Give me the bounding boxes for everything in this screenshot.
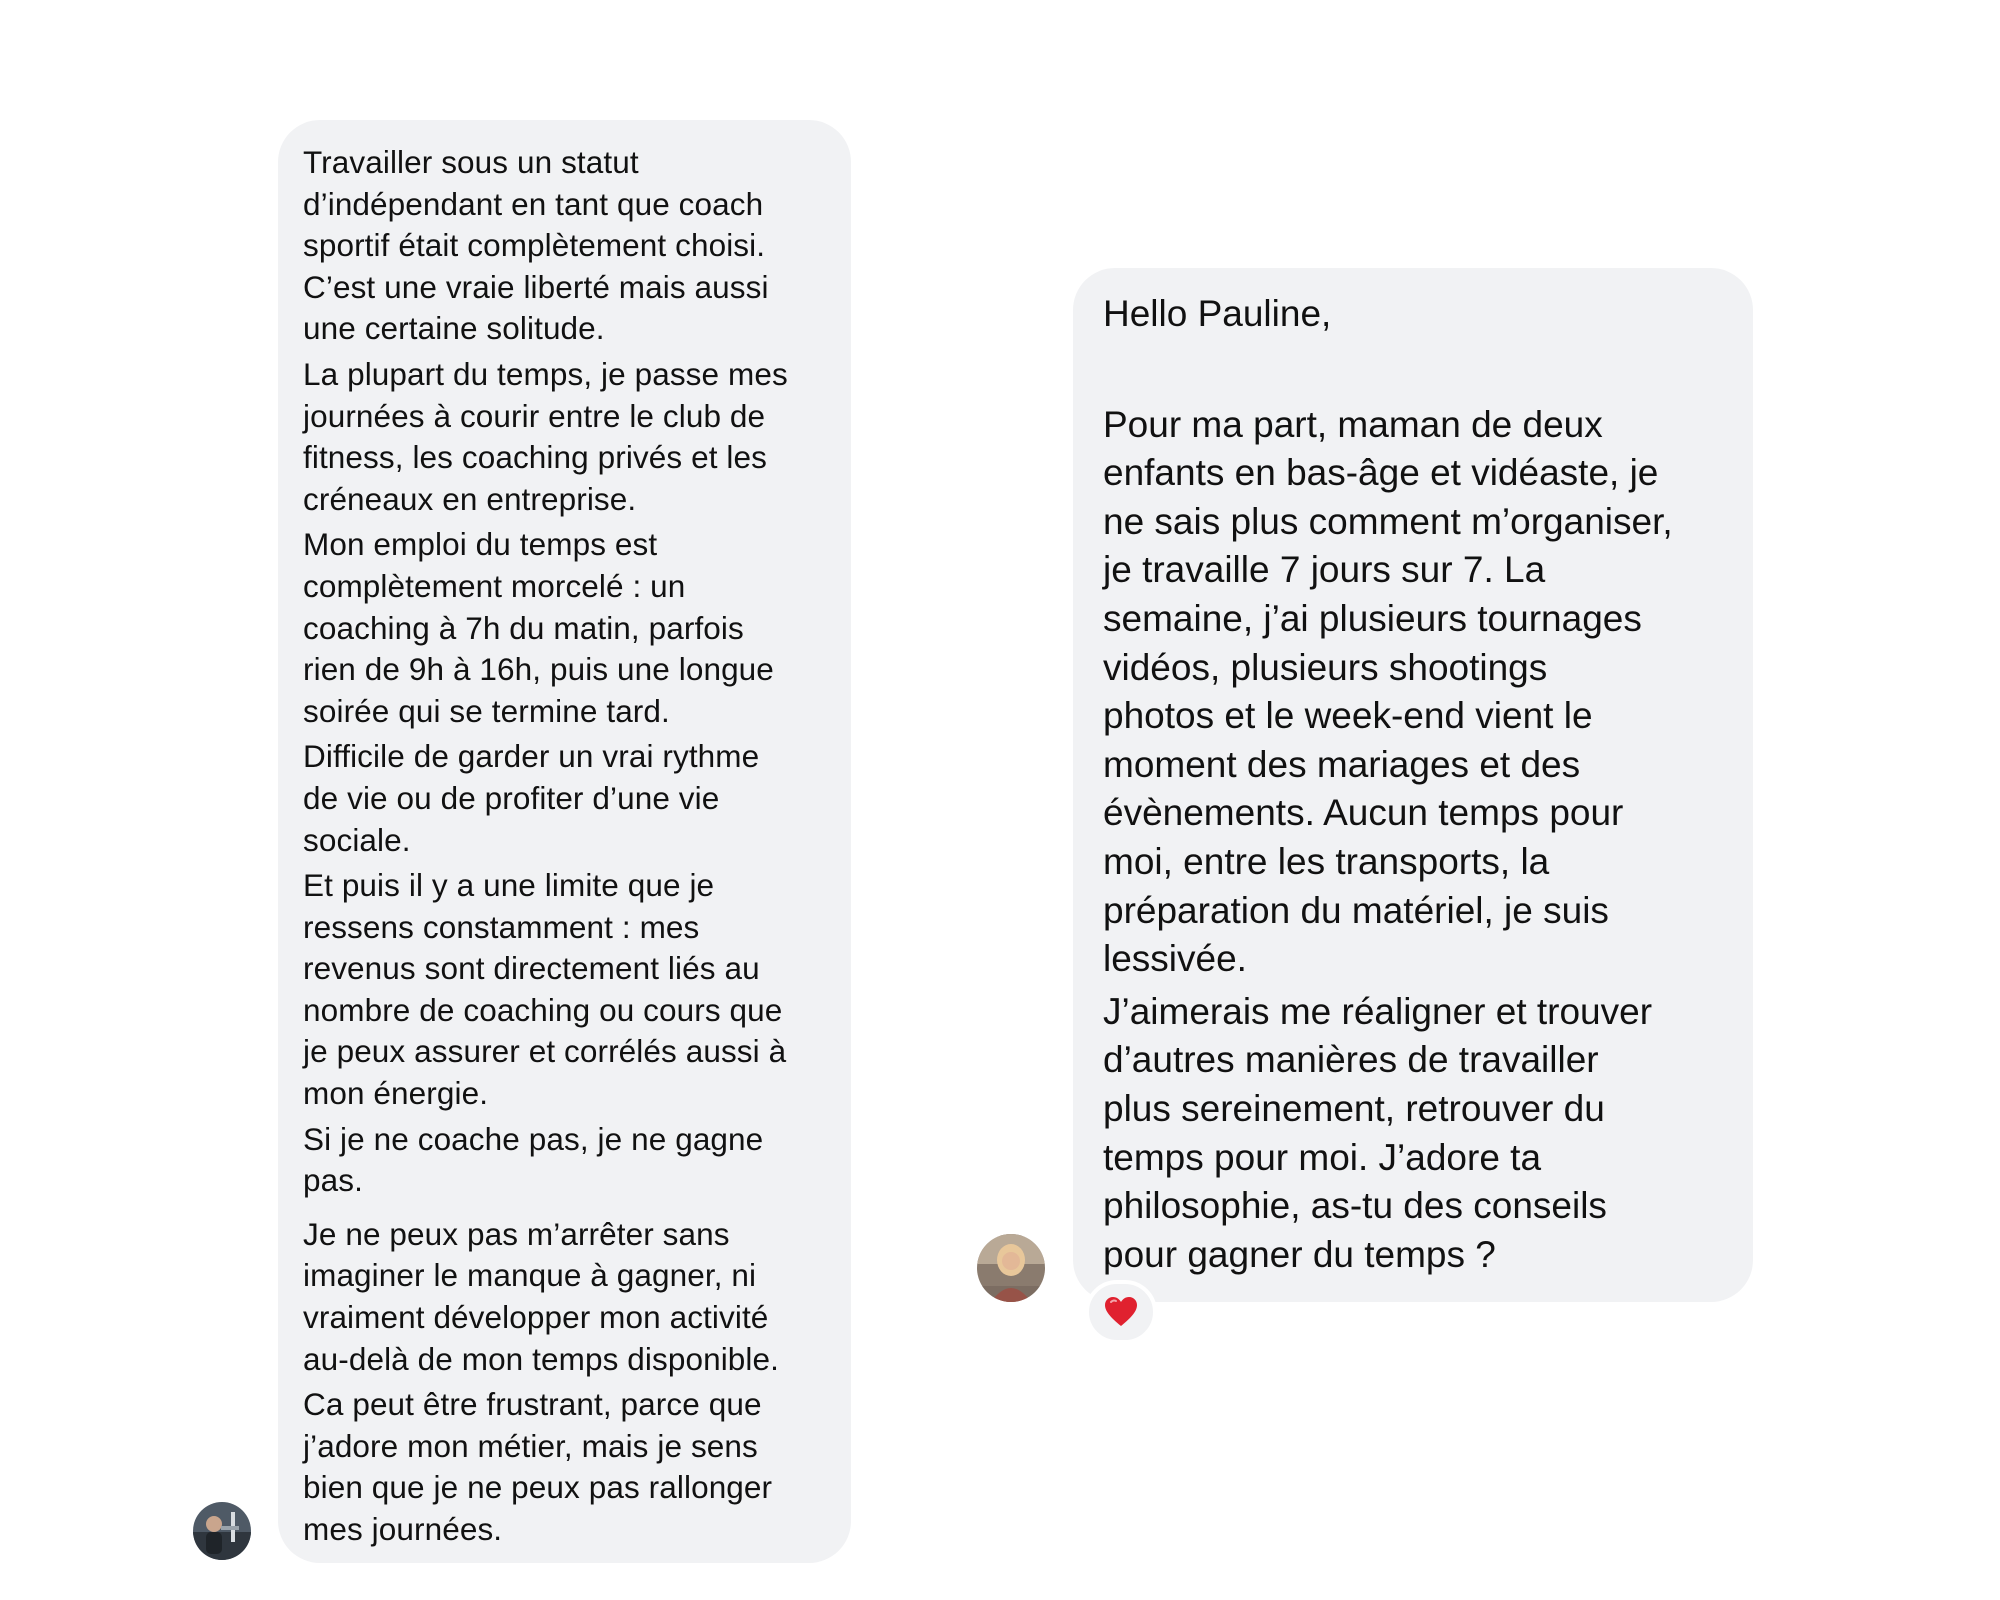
sender-avatar-left[interactable] [193,1502,251,1560]
message-paragraph: La plupart du temps, je passe mes journées à courir entre le club de fitness, les coaching privés et les créneaux en entreprise. [303,355,788,517]
reaction-badge[interactable] [1085,1280,1157,1344]
avatar-photo-icon [977,1234,1045,1302]
message-bubble-right[interactable] [1073,268,1753,1302]
message-bubble-left[interactable] [278,120,851,1563]
message-paragraph: J’aimerais me réaligner et trouver d’autres manières de travailler plus sereinement, retrouver du temps pour moi. J’adore ta philosophie, as-tu des conseils pour gagner du temps ? [1103,990,1653,1275]
heart-icon [1104,1296,1138,1328]
message-paragraph: Si je ne coache pas, je ne gagne pas. [303,1120,764,1199]
message-paragraph: Difficile de garder un vrai rythme de vie ou de profiter d’une vie sociale. [303,738,760,858]
message-greeting: Hello Pauline, [1103,293,1332,334]
sender-avatar-right[interactable] [977,1234,1045,1302]
message-paragraph: Je ne peux pas m’arrêter sans imaginer le manque à gagner, ni vraiment développer mon activité au-delà de mon temps disponible. [303,1215,779,1377]
message-paragraph: Et puis il y a une limite que je ressens constamment : mes revenus sont directement liés au nombre de coaching ou cours que je peux assurer et corrélés aussi à mon énergie. [303,867,787,1112]
message-paragraph: Travailler sous un statut d’indépendant en tant que coach sportif était complètement choisi. C’est une vraie liberté mais aussi une certaine solitude. [303,144,769,347]
message-paragraph: Mon emploi du temps est complètement morcelé : un coaching à 7h du matin, parfois rien de 9h à 16h, puis une longue soirée qui se termine tard. [303,526,774,729]
message-spacer [1103,343,1725,401]
message-paragraph: Pour ma part, maman de deux enfants en bas-âge et vidéaste, je ne sais plus comment m’organiser, je travaille 7 jours sur 7. La semaine, j’ai plusieurs tournages vidéos, plusieurs shootings photos et le week-end vient le moment des mariages et des évènements. Aucun temps pour moi, entre les transports, la préparation du matériel, je suis lessivée. [1103,403,1673,980]
avatar-photo-icon [193,1502,251,1560]
message-paragraph: Ca peut être frustrant, parce que j’adore mon métier, mais je sens bien que je ne peux pas rallonger mes journées. [303,1386,773,1547]
